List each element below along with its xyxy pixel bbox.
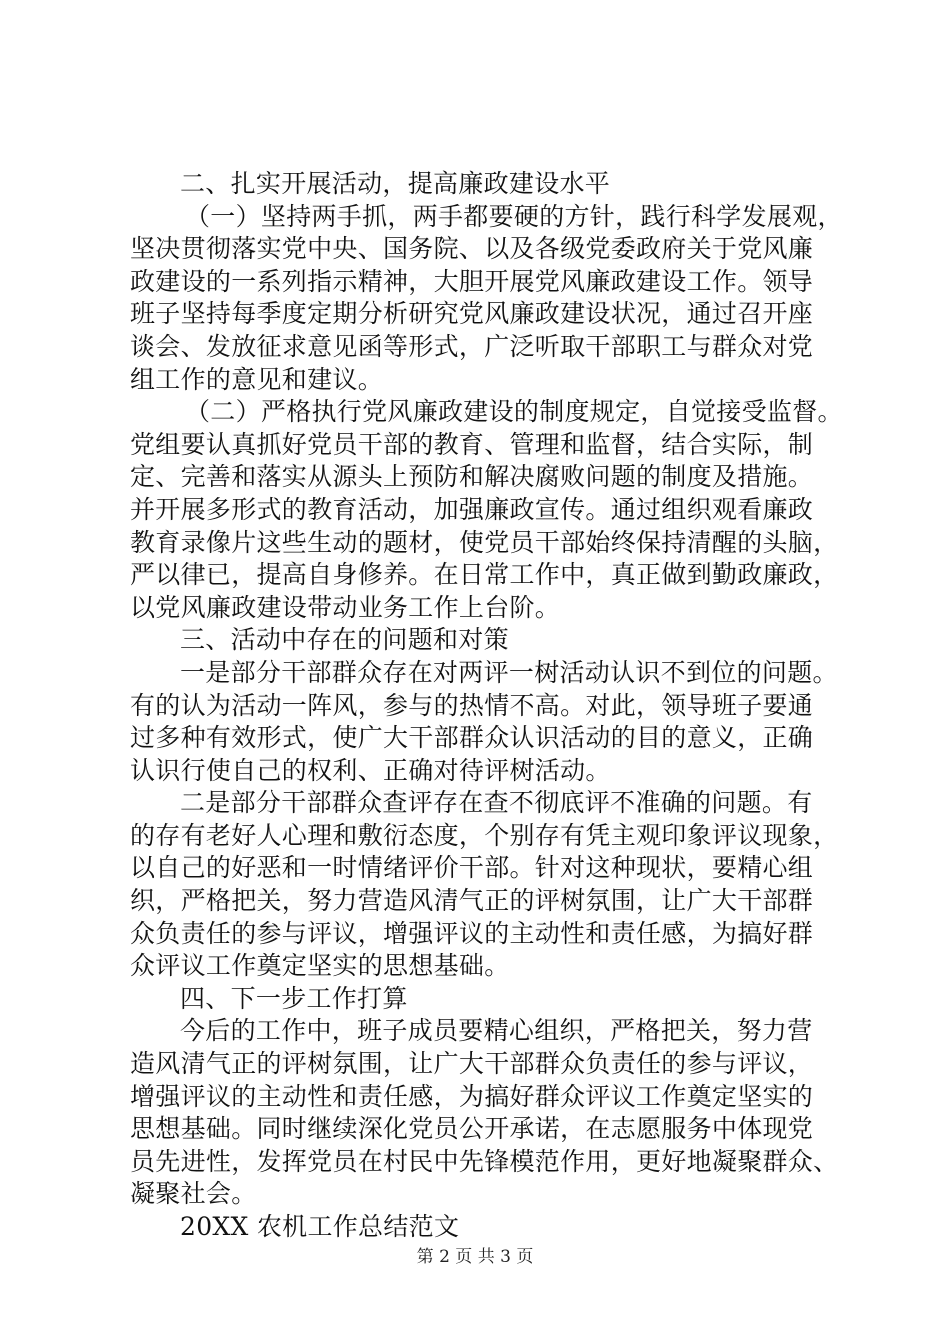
text-line: 思想基础。同时继续深化党员公开承诺，在志愿服务中体现党 bbox=[130, 1114, 814, 1144]
text-line: 过多种有效形式，使广大干部群众认识活动的目的意义，正确 bbox=[130, 723, 814, 753]
text-line: 谈会、发放征求意见函等形式，广泛听取干部职工与群众对党 bbox=[130, 331, 814, 361]
text-line: 党组要认真抓好党员干部的教育、管理和监督，结合实际，制 bbox=[130, 429, 814, 459]
text-line: 二、扎实开展活动，提高廉政建设水平 bbox=[180, 169, 611, 198]
text-line: 造风清气正的评树氛围，让广大干部群众负责任的参与评议， bbox=[130, 1049, 814, 1079]
page-footer: 第 2 页 共 3 页 bbox=[416, 1247, 534, 1267]
text-line: 以自己的好恶和一时情绪评价干部。针对这种现状，要精心组 bbox=[130, 853, 814, 883]
text-line: （二）严格执行党风廉政建设的制度规定，自觉接受监督。 bbox=[185, 397, 843, 427]
text-line: 严以律已，提高自身修养。在日常工作中，真正做到勤政廉政， bbox=[130, 560, 839, 590]
text-line: 织，严格把关，努力营造风清气正的评树氛围，让广大干部群 bbox=[130, 886, 814, 916]
text-line: 坚决贯彻落实党中央、国务院、以及各级党委政府关于党风廉 bbox=[130, 234, 814, 264]
text-line: 教育录像片这些生动的题材，使党员干部始终保持清醒的头脑， bbox=[130, 527, 839, 557]
text-line: 三、活动中存在的问题和对策 bbox=[180, 625, 509, 655]
text-line: 众评议工作奠定坚实的思想基础。 bbox=[130, 951, 510, 981]
text-line: 众负责任的参与评议，增强评议的主动性和责任感，为搞好群 bbox=[130, 918, 814, 948]
text-line: 20XX 农机工作总结范文 bbox=[180, 1212, 460, 1241]
text-line: 一是部分干部群众存在对两评一树活动认识不到位的问题。 bbox=[180, 657, 838, 687]
text-line: 班子坚持每季度定期分析研究党风廉政建设状况，通过召开座 bbox=[130, 299, 814, 329]
text-line: 组工作的意见和建议。 bbox=[130, 364, 384, 394]
text-line: 有的认为活动一阵风，参与的热情不高。对此，领导班子要通 bbox=[130, 690, 814, 720]
text-line: 员先进性，发挥党员在村民中先锋模范作用，更好地凝聚群众、 bbox=[130, 1146, 839, 1176]
text-line: 二是部分干部群众查评存在查不彻底评不准确的问题。有 bbox=[180, 788, 813, 818]
document-body bbox=[130, 168, 843, 1244]
text-line: 政建设的一系列指示精神，大胆开展党风廉政建设工作。领导 bbox=[130, 266, 814, 296]
text-line: 凝聚社会。 bbox=[130, 1179, 257, 1209]
text-line: （一）坚持两手抓，两手都要硬的方针，践行科学发展观， bbox=[185, 201, 843, 231]
text-line: 增强评议的主动性和责任感，为搞好群众评议工作奠定坚实的 bbox=[130, 1081, 814, 1111]
text-line: 今后的工作中，班子成员要精心组织，严格把关，努力营 bbox=[180, 1016, 813, 1046]
text-line: 的存有老好人心理和敷衍态度，个别存有凭主观印象评议现象， bbox=[130, 820, 839, 850]
text-line: 以党风廉政建设带动业务工作上台阶。 bbox=[130, 592, 561, 622]
text-line: 定、完善和落实从源头上预防和解决腐败问题的制度及措施。 bbox=[130, 462, 814, 492]
text-line: 四、下一步工作打算 bbox=[180, 983, 408, 1013]
text-line: 认识行使自己的权利、正确对待评树活动。 bbox=[130, 755, 611, 785]
text-line: 并开展多形式的教育活动，加强廉政宣传。通过组织观看廉政 bbox=[130, 494, 814, 524]
